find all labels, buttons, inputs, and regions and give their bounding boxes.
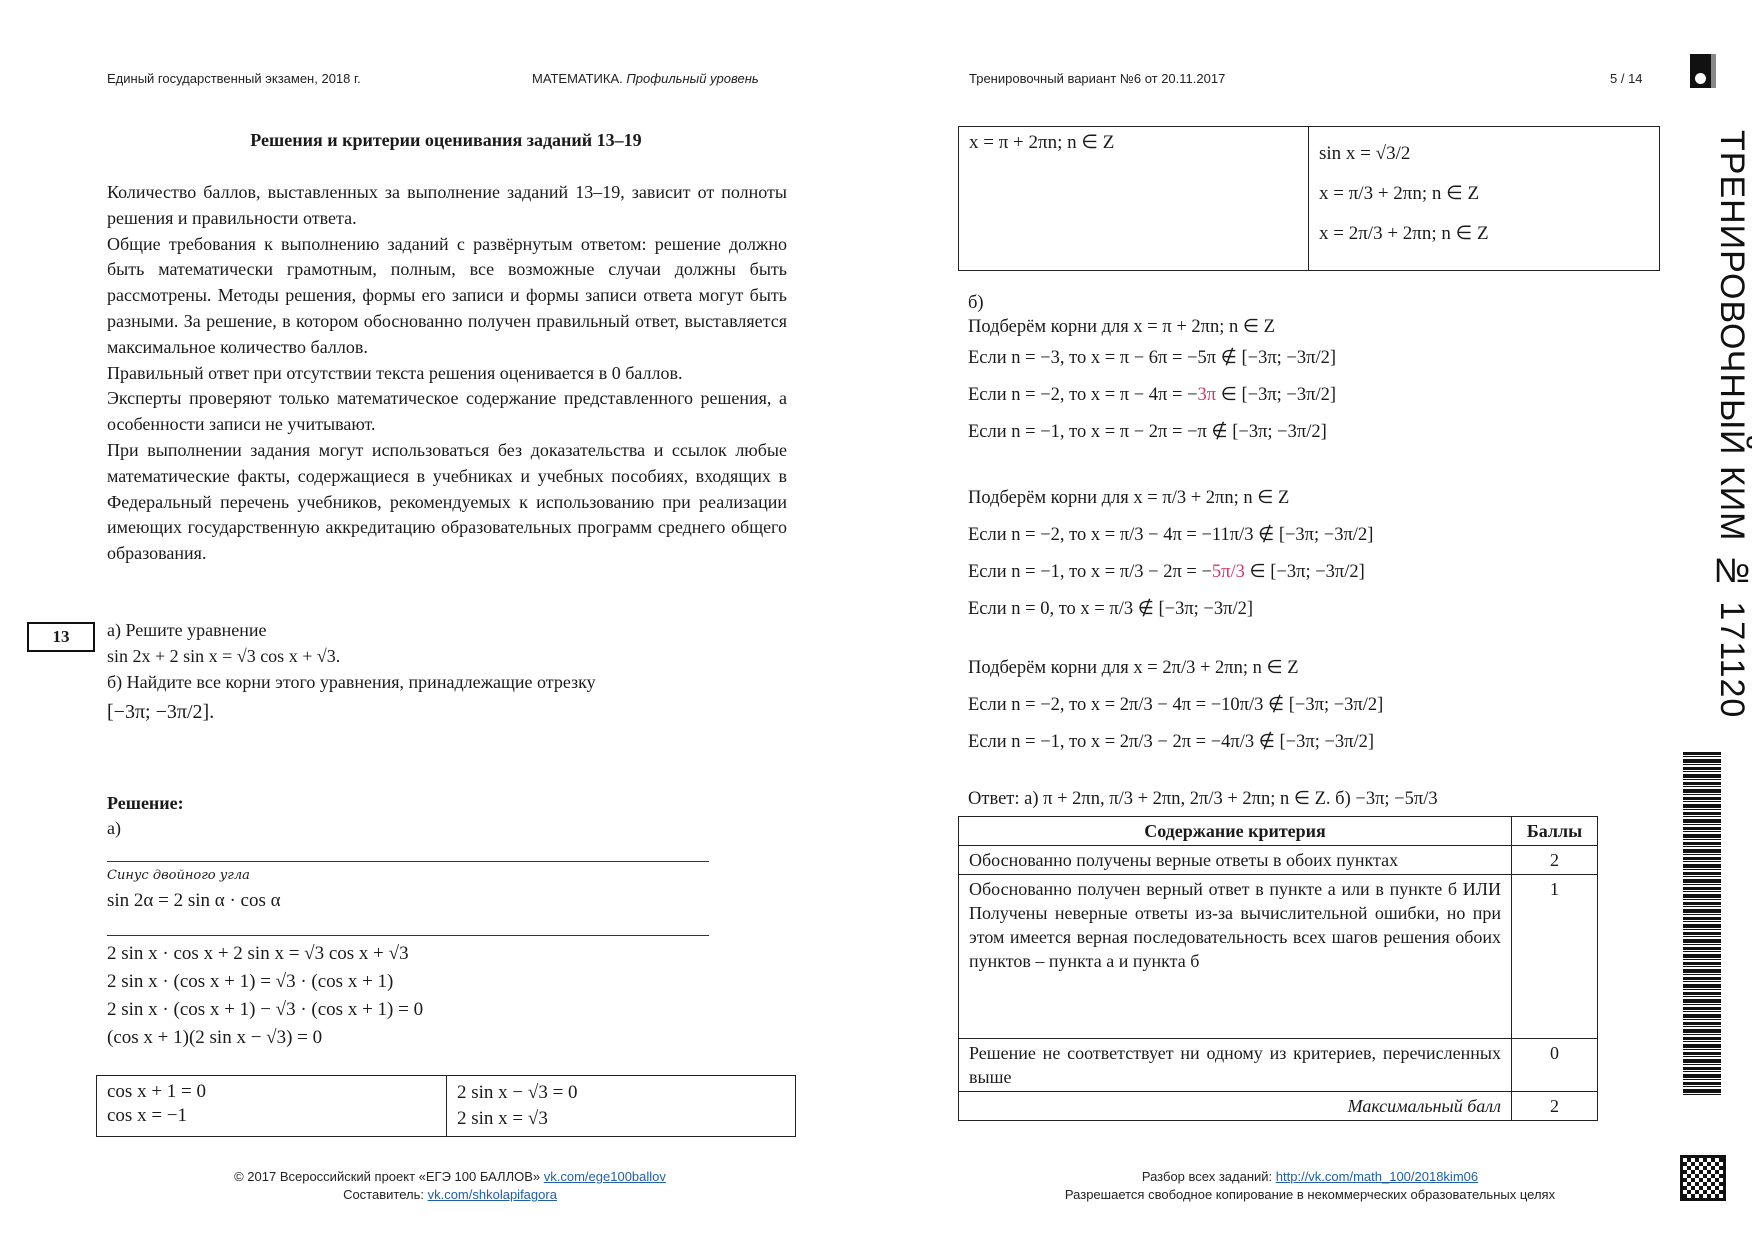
row-expr: Если n = −2, то x = π/3 − 4π = −11π/3 (968, 525, 1254, 545)
group-3 (968, 650, 1383, 761)
intro-p4: Эксперты проверяют только математическое содержание представленного решения, а особенности записи не учитывают. (107, 388, 787, 435)
footer-left (100, 1168, 800, 1204)
header-exam: Единый государственный экзамен, 2018 г. (107, 71, 361, 86)
row-interval: [−3π; −3π/2] (1241, 385, 1337, 405)
row-interval: [−3π; −3π/2] (1270, 562, 1365, 582)
criteria-header-content: Содержание критерия (959, 817, 1512, 846)
answer: Ответ: а) π + 2πn, π/3 + 2πn, 2π/3 + 2πn; n ∈ Z. б) −3π; −5π/3 (968, 789, 1438, 809)
barcode-icon (1683, 752, 1721, 1097)
row-rel: ∉ (1211, 422, 1228, 442)
criteria-text: Решение не соответствует ни одному из критериев, перечисленных выше (959, 1039, 1512, 1092)
row-expr: Если n = −2, то x = π − 4π = − (968, 385, 1198, 405)
row-expr: Если n = −2, то x = 2π/3 − 4π = −10π/3 (968, 695, 1264, 715)
hint-label: Синус двойного угла (107, 868, 250, 883)
max-label: Максимальный балл (959, 1092, 1512, 1121)
copyright: © 2017 Всероссийский проект «ЕГЭ 100 БАЛЛОВ» (234, 1169, 541, 1184)
group-head: Подберём корни для x = π/3 + 2πn; n ∈ Z (968, 488, 1290, 508)
case-line: x = π/3 + 2πn; n ∈ Z (1319, 183, 1480, 204)
qr-code-icon (1680, 1155, 1726, 1201)
intro-text (107, 180, 787, 567)
task-part-a: а) Решите уравнение (107, 620, 267, 640)
row-rel: ∉ (1258, 732, 1275, 752)
step: 2 sin x · (cos x + 1) − √3 · (cos x + 1) = 0 (107, 999, 424, 1020)
check-row (968, 687, 1383, 724)
header-variant: Тренировочный вариант №6 от 20.11.2017 (969, 71, 1226, 86)
intro-p3: Правильный ответ при отсутствии текста решения оценивается в 0 баллов. (107, 362, 683, 383)
group-head: Подберём корни для x = π + 2πn; n ∈ Z (968, 317, 1275, 337)
row-interval: [−3π; −3π/2] (1158, 599, 1253, 619)
divider (107, 935, 709, 936)
footer-right (960, 1168, 1660, 1204)
row-rel: ∈ (1220, 385, 1237, 405)
header-subject (532, 71, 759, 86)
part-b-label: б) (968, 293, 984, 313)
intro-p2: Общие требования к выполнению заданий с развёрнутым ответом: решение должно быть математически грамотным, полным, все возможные случаи должны быть рассмотрены. Методы решения, формы его записи и формы записи ответа могут быть разными. За решение, в котором обоснованно получен правильный ответ, выставляется максимальное количество баллов. (107, 233, 787, 357)
max-points: 2 (1512, 1092, 1598, 1121)
case-line: 2 sin x − √3 = 0 (457, 1082, 578, 1103)
link-math100[interactable]: http://vk.com/math_100/2018kim06 (1275, 1169, 1479, 1184)
case-left-cell (97, 1076, 447, 1137)
intro-p1: Количество баллов, выставленных за выполнение заданий 13–19, зависит от полноты решения и правильности ответа. (107, 182, 787, 228)
row-interval: [−3π; −3π/2] (1278, 525, 1374, 545)
step: 2 sin x · cos x + 2 sin x = √3 cos x + √3 (107, 943, 409, 964)
criteria-text: Обоснованно получен верный ответ в пункте а или в пункте б ИЛИ Получены неверные ответы из-за вычислительной ошибки, но при этом имеется верная последовательность всех шагов решения обоих пунктов – пункта а и пункта б (959, 875, 1512, 1039)
divider (107, 861, 709, 862)
check-row (968, 517, 1373, 554)
copy-note: Разрешается свободное копирование в некоммерческих образовательных целях (1064, 1187, 1556, 1202)
case-left-cell (959, 127, 1309, 271)
solution-steps (107, 940, 423, 1052)
row-rel: ∈ (1249, 562, 1266, 582)
step: 2 sin x · (cos x + 1) = √3 · (cos x + 1) (107, 971, 394, 992)
task-statement (107, 617, 727, 725)
link-vk-ege100ballov[interactable]: vk.com/ege100ballov (543, 1169, 666, 1184)
case-line: x = 2π/3 + 2πn; n ∈ Z (1319, 223, 1489, 244)
cases-table-top (96, 1075, 796, 1137)
case-line: cos x = −1 (107, 1105, 188, 1126)
case-line: 2 sin x = √3 (457, 1108, 548, 1129)
solution-title: Решение: (107, 793, 184, 813)
task-part-b: б) Найдите все корни этого уравнения, принадлежащие отрезку (107, 672, 596, 692)
criteria-row (959, 875, 1598, 1039)
row-expr: Если n = −3, то x = π − 6π = −5π (968, 348, 1217, 368)
group-2 (968, 480, 1373, 628)
case-line: sin x = √3/2 (1319, 143, 1411, 164)
check-row (968, 414, 1336, 451)
subject: МАТЕМАТИКА. (532, 71, 623, 86)
row-rel: ∉ (1268, 695, 1285, 715)
highlight-root: 5π/3 (1211, 562, 1245, 582)
row-interval: [−3π; −3π/2] (1288, 695, 1384, 715)
author-label: Составитель: (343, 1187, 424, 1202)
criteria-text: Обоснованно получены верные ответы в обоих пунктах (959, 846, 1512, 875)
logo-icon (1690, 54, 1716, 88)
solution-part-b (968, 292, 1336, 451)
case-line: x = π + 2πn; n ∈ Z (969, 132, 1115, 153)
criteria-row (959, 1039, 1598, 1092)
criteria-table (958, 816, 1598, 1121)
link-vk-shkolapifagora[interactable]: vk.com/shkolapifagora (427, 1187, 557, 1202)
side-title: ТРЕНИРОВОЧНЫЙ КИМ № 171120 (1713, 130, 1751, 719)
criteria-points: 2 (1512, 846, 1598, 875)
group-head: Подберём корни для x = 2π/3 + 2πn; n ∈ Z (968, 658, 1299, 678)
row-rel: ∉ (1137, 599, 1154, 619)
task-equation: sin 2x + 2 sin x = √3 cos x + √3. (107, 646, 341, 666)
row-interval: [−3π; −3π/2] (1279, 732, 1375, 752)
check-row (968, 554, 1373, 591)
page-number: 5 / 14 (1610, 71, 1643, 86)
criteria-header-points: Баллы (1512, 817, 1598, 846)
row-expr: Если n = 0, то x = π/3 (968, 599, 1134, 619)
check-row (968, 377, 1336, 414)
case-line: cos x + 1 = 0 (107, 1081, 207, 1102)
step: (cos x + 1)(2 sin x − √3) = 0 (107, 1027, 323, 1048)
case-right-cell (1309, 127, 1660, 271)
row-rel: ∉ (1258, 525, 1275, 545)
criteria-max-row (959, 1092, 1598, 1121)
row-interval: [−3π; −3π/2] (1232, 422, 1327, 442)
highlight-root: 3π (1197, 385, 1217, 405)
solution-part-a-label: а) (107, 818, 121, 838)
row-expr: Если n = −1, то x = π/3 − 2π = − (968, 562, 1212, 582)
criteria-points: 0 (1512, 1039, 1598, 1092)
hint-formula: sin 2α = 2 sin α · cos α (107, 890, 281, 911)
criteria-row (959, 846, 1598, 875)
row-interval: [−3π; −3π/2] (1241, 348, 1337, 368)
row-rel: ∉ (1220, 348, 1237, 368)
check-row (968, 591, 1373, 628)
row-expr: Если n = −1, то x = 2π/3 − 2π = −4π/3 (968, 732, 1255, 752)
footer-label: Разбор всех заданий: (1141, 1169, 1273, 1184)
case-right-cell (447, 1076, 796, 1137)
level: Профильный уровень (626, 71, 759, 86)
check-row (968, 724, 1383, 761)
check-row (968, 340, 1336, 377)
cases-table-continued (958, 126, 1660, 271)
row-expr: Если n = −1, то x = π − 2π = −π (968, 422, 1207, 442)
task-number-box: 13 (27, 622, 95, 652)
task-interval: [−3π; −3π/2]. (107, 701, 215, 723)
intro-p5: При выполнении задания могут использоваться без доказательства и ссылок любые математические факты, содержащиеся в учебниках и учебных пособиях, входящих в Федеральный перечень учебников, рекомендуемых к использованию при реализации имеющих государственную аккредитацию образовательных программ среднего общего образования. (107, 439, 787, 564)
page-title: Решения и критерии оценивания заданий 13–19 (250, 130, 642, 150)
criteria-points: 1 (1512, 875, 1598, 1039)
